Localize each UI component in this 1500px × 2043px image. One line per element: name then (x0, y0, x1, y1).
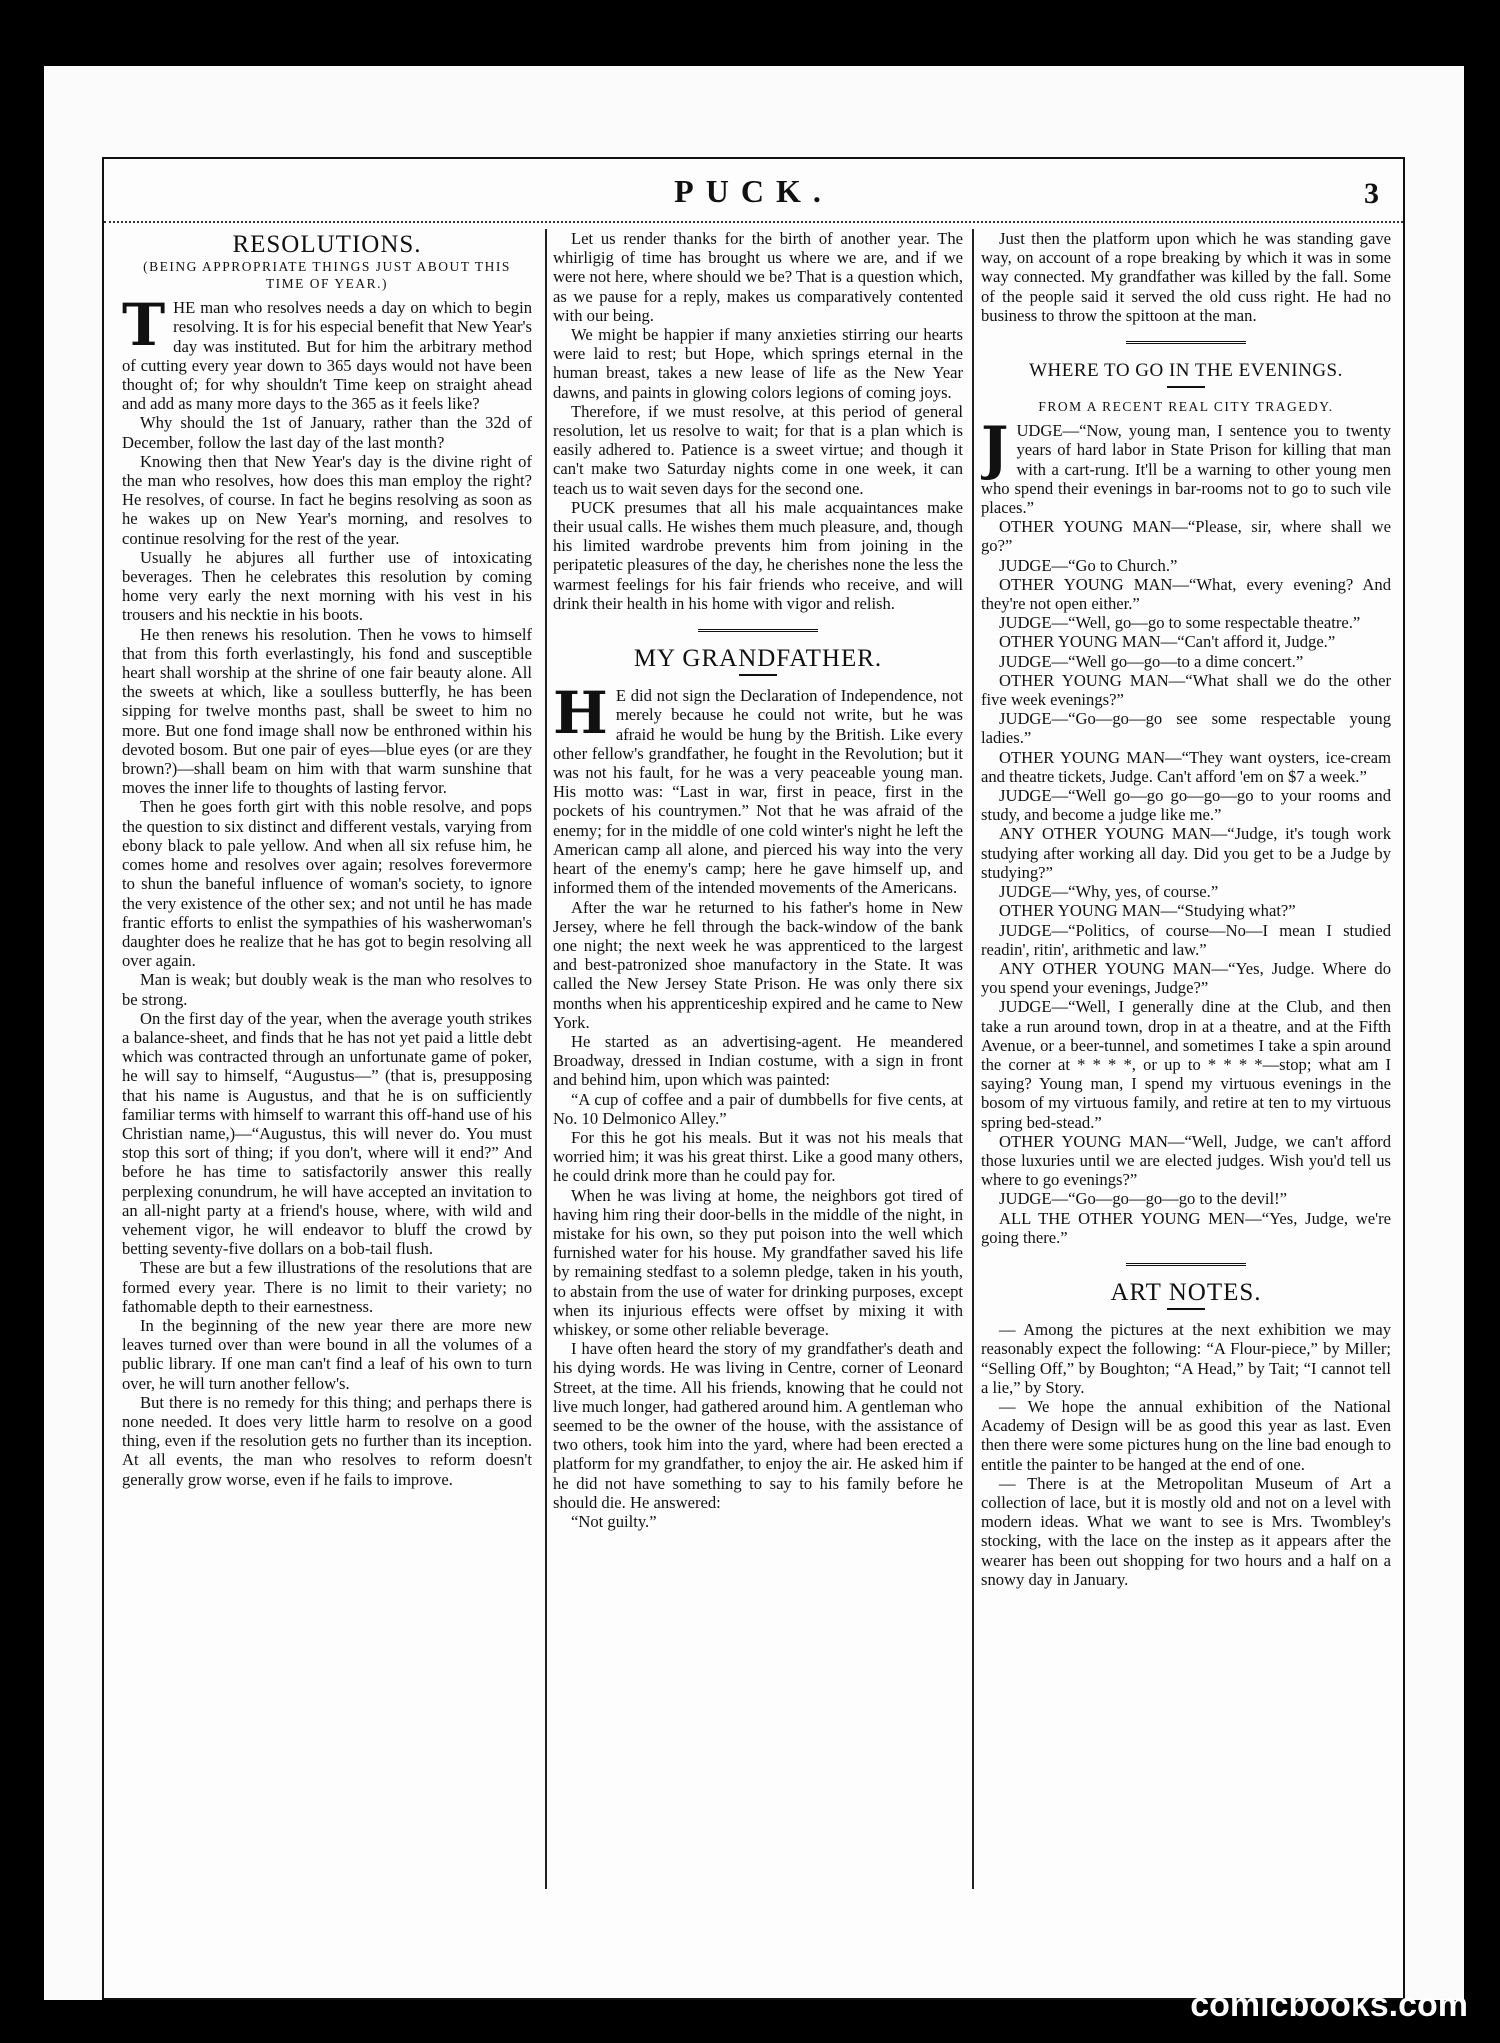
magazine-page (102, 157, 1405, 2000)
section-divider (1126, 341, 1246, 347)
dialogue-line: JUDGE—“Go to Church.” (999, 555, 1178, 575)
column-rule (972, 229, 974, 1889)
drop-cap: J (981, 414, 1009, 483)
column-3 (981, 229, 1391, 1889)
dialogue-line: JUDGE—“Well, go—go to some respectable theatre.” (999, 613, 1361, 633)
paragraph: But there is no remedy for this thing; and perhaps there is none needed. It does very little harm to resolve on a good thing, even if the resolution gets no further than its inception. At all events, the man who resolves to reform doesn't generally grow worse, even if he fails to improve. (122, 1392, 532, 1489)
paragraph: For this he got his meals. But it was not his meals that worried him; it was his great thirst. Like a good many others, he could drink more than he could pay for. (553, 1127, 963, 1186)
paragraph: H E did not sign the Declaration of Independence, not merely because he could not write, but he was afraid he would be hung by the British. Like every other fellow's grandfather, he fought in the Revolution; but it was not his fault, for he was a very peaceable young man. His motto was: “Last in war, first in peace, first in the pockets of his countrymen.” Not that he was afraid of the enemy; for in the middle of one cold winter's night he left the American camp all alone, and pierced his way into the very heart of the enemy's camp; here he gave himself up, and informed them of the intended movements of the Americans. (553, 679, 963, 898)
site-watermark: comicbooks.com (1190, 1986, 1468, 2024)
article-subtitle: FROM A RECENT REAL CITY TRAGEDY. (1038, 399, 1334, 415)
paragraph: After the war he returned to his father's home in New Jersey, where he fell through the back-window of the bank one night; the next week he was apprenticed to the largest and best-patronized shoe manufactory in the State. It was called the New Jersey State Prison. He was only there six months when his apprenticeship expired and he came to New York. (553, 897, 963, 1032)
column-rule (545, 229, 547, 1889)
dialogue-line: ALL THE OTHER YOUNG MEN—“Yes, Judge, we're going there.” (981, 1208, 1391, 1247)
paragraph: When he was living at home, the neighbors got tired of having him ring their door-bells in the middle of the night, in mistake for his own, so they put poison into the well which furnished water for his house. My grandfather saved his life by remaining stedfast to a solemn pledge, taken in his youth, to abstain from the use of water for drinking purposes, except when its injurious effects were offset by mixing it with whiskey, or some other reliable beverage. (553, 1185, 963, 1339)
title-underline (1167, 386, 1205, 388)
paragraph: He started as an advertising-agent. He meandered Broadway, dressed in Indian costume, with a sign in front and behind him, upon which was painted: (553, 1031, 963, 1090)
dialogue-line: JUDGE—“Now, young man, I sentence you to twenty years of hard labor in State Prison for killing that man with a cart-rung. It'll be a warning to other young men who spend their evenings in bar-rooms not to go to such vile places.” (981, 414, 1391, 518)
article-title-where-to-go: WHERE TO GO IN THE EVENINGS. (1029, 360, 1343, 382)
drop-cap: H (553, 679, 608, 748)
dialogue-line: JUDGE—“Go—go—go—go to the devil!” (999, 1189, 1288, 1209)
paragraph: Just then the platform upon which he was standing gave way, on account of a rope breaking by which it was in some way connected. My grandfather was killed by the fall. Some of the people said it served the old cuss right. He had no business to throw the spittoon at the man. (981, 229, 1391, 325)
dialogue-line: OTHER YOUNG MAN—“What shall we do the other five week evenings?” (981, 670, 1391, 710)
masthead-title: PUCK. (674, 173, 833, 209)
article-subtitle: (BEING APPROPRIATE THINGS JUST ABOUT THIS TIME OF YEAR.) (143, 259, 511, 292)
dialogue-line: JUDGE—“Well go—go—to a dime concert.” (999, 651, 1304, 671)
title-underline (739, 674, 777, 676)
dialogue-line: ANY OTHER YOUNG MAN—“Judge, it's tough work studying after working all day. Did you get to be a Judge by studying?” (981, 824, 1391, 882)
paragraph: Knowing then that New Year's day is the divine right of the man who resolves, how does this man employ the right? He resolves, of course. In fact he begins resolving as soon as he wakes up on New Year's morning, and resolves to continue resolving for the rest of the year. (122, 451, 532, 548)
paragraph: “A cup of coffee and a pair of dumbbells for five cents, at No. 10 Delmonico Alley.” (553, 1089, 963, 1128)
article-title-art-notes: ART NOTES. (1110, 1278, 1262, 1306)
page-number: 3 (1364, 177, 1379, 210)
dialogue-line: OTHER YOUNG MAN—“Studying what?” (999, 901, 1296, 921)
paragraph: Man is weak; but doubly weak is the man who resolves to be strong. (122, 970, 532, 1009)
paragraph: These are but a few illustrations of the resolutions that are formed every year. There is no limit to their variety; no fathomable depth to their earnestness. (122, 1258, 532, 1316)
dialogue-line: JUDGE—“Well, I generally dine at the Club, and then take a run around town, drop in at a theatre, and at the Fifth Avenue, or a beer-tunnel, and sometimes I take a spin around the corner at * * * *, or up to * * * *—stop; what am I saying? Young man, I spend my virtuous evenings in the bosom of my virtuous family, and retire at ten to my virtuous spring bed-stead.” (981, 997, 1391, 1132)
article-title-my-grandfather: MY GRANDFATHER. (633, 645, 883, 673)
paragraph: PUCK presumes that all his male acquaintances make their usual calls. He wishes them much pleasure, and, though his limited wardrobe prevents him from joining in the peripatetic pleasures of the day, he cherishes none the less the warmest feelings for his fair friends who receive, and will drink their health in his home with vigor and relish. (553, 497, 963, 613)
paragraph: Usually he abjures all further use of intoxicating beverages. Then he celebrates this resolution by coming home very early the next morning with his vest in his trousers and his necktie in his boots. (122, 547, 532, 625)
dialogue-line: OTHER YOUNG MAN—“They want oysters, ice-cream and theatre tickets, Judge. Can't afford 'em on $7 a week.” (981, 747, 1391, 786)
paragraph: “Not guilty.” (571, 1512, 657, 1531)
paragraph: We might be happier if many anxieties stirring our hearts were laid to rest; but Hope, which springs eternal in the human breast, takes a new lease of life as the New Year dawns, and paints in glowing colors legions of coming joys. (553, 325, 963, 402)
paragraph: In the beginning of the new year there are more new leaves turned over than were bound in all the volumes of a public library. If one man can't find a leaf of his own to turn over, he will turn another fellow's. (122, 1315, 532, 1393)
dialogue-line: OTHER YOUNG MAN—“What, every evening? And they're not open either.” (981, 574, 1391, 614)
paragraph: He then renews his resolution. Then he vows to himself that from this forth everlastingly, his fond and susceptible heart shall worship at the shrine of one fair beauty alone. All the sweets at which, like a soulless butterfly, he has been sipping for twelve months past, shall be sweet to him no more. But one fond image shall now be enthroned within his devoted bosom. But one pair of eyes—blue eyes (or are they brown?)—shall beam on him with that warm sunshine that moves the inner life to thoughts of lasting fervor. (122, 624, 532, 798)
section-divider (698, 629, 818, 635)
title-underline (1167, 1308, 1205, 1310)
column-2 (553, 229, 963, 1889)
drop-cap: T (122, 291, 166, 360)
paragraph: Then he goes forth girt with this noble resolve, and pops the question to six distinct and different vestals, varying from ebony black to pale yellow. And when all six refuse him, he comes home and resolves over again; resolves forevermore to shun the baneful influence of woman's society, to ignore the very existence of the other sex; and not until he has made frantic efforts to enlist the sympathies of his washerwoman's daughter does he realize that he has got to begin resolving all over again. (122, 797, 532, 971)
paragraph: Why should the 1st of January, rather than the 32d of December, follow the last day of the last month? (122, 413, 532, 452)
paragraph: THE man who resolves needs a day on which to begin resolving. It is for his especial benefit that New Year's day was instituted. But for him the arbitrary method of cutting every year down to 365 days would not have been thought of; for why shouldn't Time keep on straight ahead and add as many more days to the 365 as it feels like? (122, 291, 532, 414)
masthead (104, 159, 1403, 223)
paragraph: Therefore, if we must resolve, at this period of general resolution, let us resolve to wait; for that is a plan which is easily adhered to. Patience is a sweet virtue; and though it can't make two Saturday nights come in one week, it can teach us to wait seven days for the second one. (553, 401, 963, 498)
dialogue-line: JUDGE—“Well go—go go—go—go to your rooms and study, and become a judge like me.” (981, 786, 1391, 825)
paragraph: On the first day of the year, when the average youth strikes a balance-sheet, and finds that he has not yet paid a little debt which was contracted through an unfortunate game of poker, he will say to himself, “Augustus—” (that is, presupposing that his name is Augustus, and that he is on sufficiently familiar terms with himself to warrant this off-hand use of his Christian name,)—“Augustus, this will never do. You must stop this sort of thing; if you don't, where will it end?” And before he has time to satisfactorily answer this really perplexing conundrum, he will have accepted an invitation to an all-night party at a friend's house, where, with wild and vehement vigor, he will endeavor to bluff the crowd by betting seventy-five dollars on a bob-tail flush. (122, 1008, 532, 1259)
dialogue-line: JUDGE—“Why, yes, of course.” (999, 882, 1219, 902)
section-divider (1126, 1263, 1246, 1269)
paragraph: — There is at the Metropolitan Museum of Art a collection of lace, but it is mostly old and not on a level with modern ideas. What we want to see is Mrs. Twombley's stocking, with the lace on the instep as it appears after the wearer has been out shopping for two hours and a half on a snowy day in January. (981, 1473, 1391, 1589)
dialogue-line: OTHER YOUNG MAN—“Can't afford it, Judge.” (999, 632, 1336, 652)
column-1 (122, 229, 532, 1889)
dialogue-line: OTHER YOUNG MAN—“Please, sir, where shall we go?” (981, 517, 1391, 556)
dialogue-line: JUDGE—“Go—go—go see some respectable young ladies.” (981, 709, 1391, 748)
article-title-resolutions: RESOLUTIONS. (232, 231, 422, 258)
dialogue-line: JUDGE—“Politics, of course—No—I mean I studied readin', ritin', arithmetic and law.” (981, 920, 1391, 959)
paragraph: Let us render thanks for the birth of another year. The whirligig of time has brought us where we are, and if we were not here, where should we be? That is a question which, as we pause for a reply, makes us comparatively contented with our being. (553, 229, 963, 325)
paragraph: — Among the pictures at the next exhibition we may reasonably expect the following: “A Flour-piece,” by Miller; “Selling Off,” by Boughton; “A Head,” by Tait; “I cannot tell a lie,” by Story. (981, 1320, 1391, 1397)
dialogue-line: ANY OTHER YOUNG MAN—“Yes, Judge. Where do you spend your evenings, Judge?” (981, 958, 1391, 998)
dialogue-line: OTHER YOUNG MAN—“Well, Judge, we can't afford those luxuries until we are elected judges. Wish you'd tell us where to go evenings?” (981, 1131, 1391, 1190)
paragraph: I have often heard the story of my grandfather's death and his dying words. He was living in Centre, corner of Leonard Street, at the time. All his friends, knowing that he could not live much longer, had gathered around him. A gentleman who seemed to be the owner of the house, with the assistance of two others, took him into the yard, where had been erected a platform for my grandfather, to enjoy the air. He asked him if he did not have something to say to his family before he should die. He answered: (553, 1339, 963, 1512)
paragraph: — We hope the annual exhibition of the National Academy of Design will be as good this year as last. Even then there were some pictures hung on the line bad enough to entitle the painter to be hanged at the end of one. (981, 1396, 1391, 1474)
